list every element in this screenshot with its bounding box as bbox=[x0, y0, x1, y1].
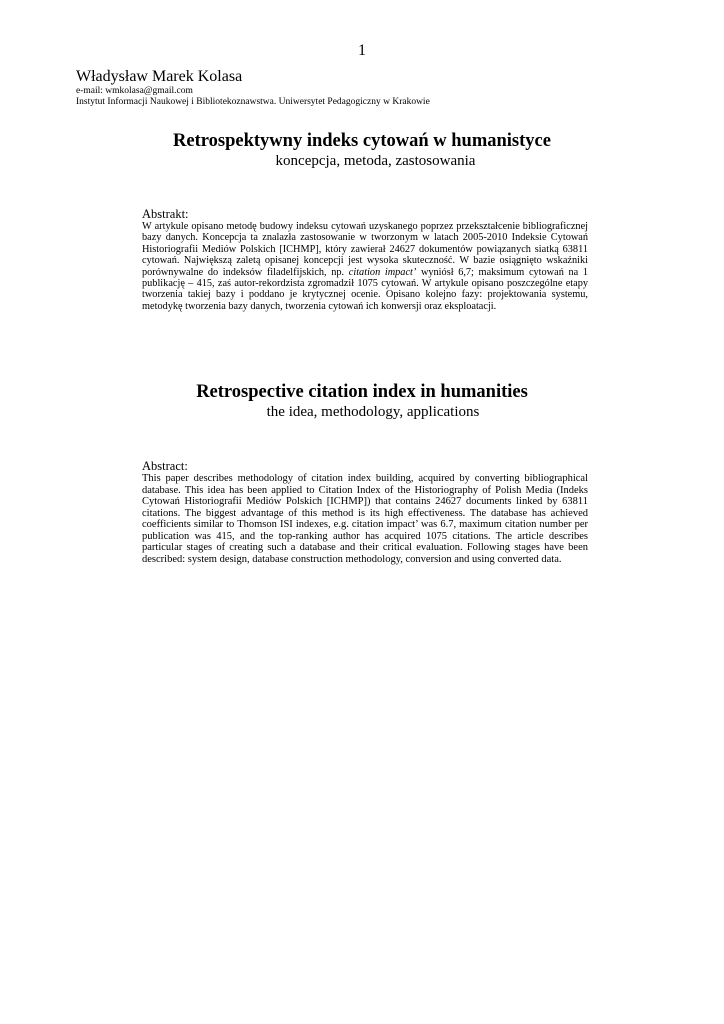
author-email: e-mail: wmkolasa@gmail.com bbox=[76, 86, 193, 96]
author-name: Władysław Marek Kolasa bbox=[76, 68, 243, 85]
author-block bbox=[76, 67, 636, 108]
english-title-block bbox=[0, 381, 724, 421]
polish-abstract-italic: citation impact’ bbox=[348, 266, 417, 278]
english-abstract-label: Abstract: bbox=[142, 459, 188, 473]
polish-abstract-part-2: wyniósł 6,7; maksimum cytowań na 1 publikację – 415, zaś autor-rekordzista zgromadził 1075 cytowań. W artykule opisano poszczególne etapy tworzenia takiej bazy i poddano je krytycznej ocenie. Opisano kolejno fazy: projektowania systemu, metodykę tworzenia bazy danych, tworzenia cytowań ich konwersji oraz eksploatacji. bbox=[142, 266, 588, 312]
page-number: 1 bbox=[358, 42, 366, 59]
polish-abstract-text bbox=[142, 221, 588, 312]
polish-subtitle: koncepcja, metoda, zastosowania bbox=[275, 153, 476, 169]
polish-abstract bbox=[142, 207, 588, 312]
english-title: Retrospective citation index in humanities bbox=[196, 382, 528, 402]
english-abstract bbox=[142, 459, 588, 565]
polish-title-block bbox=[0, 130, 724, 170]
author-affiliation: Instytut Informacji Naukowej i Bibliotekoznawstwa. Uniwersytet Pedagogiczny w Krakowie bbox=[76, 97, 430, 107]
english-subtitle: the idea, methodology, applications bbox=[266, 404, 480, 420]
polish-title: Retrospektywny indeks cytowań w humanistyce bbox=[173, 131, 551, 151]
polish-abstract-part-1: W artykule opisano metodę budowy indeksu cytowań uzyskanego poprzez przekształcenie bibliograficznej bazy danych. Koncepcja ta znalazła zastosowanie w tworzonym w latach 2005-2010 Indeksie Cytowań Historiografii Mediów Polskich [ICHMP], który zawierał 24627 dokumentów powiązanych siatką 63811 cytowań. Największą zaletą opisanej koncepcji jest wysoka skuteczność. W bazie osiągnięto wskaźniki porównywalne do indeksów filadelfijskich, np. bbox=[142, 221, 588, 278]
english-abstract-text: This paper describes methodology of citation index building, acquired by converting bibliographical database. This idea has been applied to Citation Index of the Historiography of Polish Media (Indeks Cytowań Historiografii Mediów Polskich [ICHMP]) that contains 24627 documents linked by 63811 citations. The biggest advantage of this method is its high effectiveness. The database has achieved coefficients similar to Thomson ISI indexes, e.g. citation impact’ was 6.7, maximum citation number per publication was 415, and the top-ranking author has acquired 1075 citations. The article describes particular stages of creating such a database and their critical evaluation. Following stages have been described: system design, database construction methodology, conversion and using converted data. bbox=[142, 473, 588, 565]
polish-abstract-label: Abstrakt: bbox=[142, 207, 189, 221]
